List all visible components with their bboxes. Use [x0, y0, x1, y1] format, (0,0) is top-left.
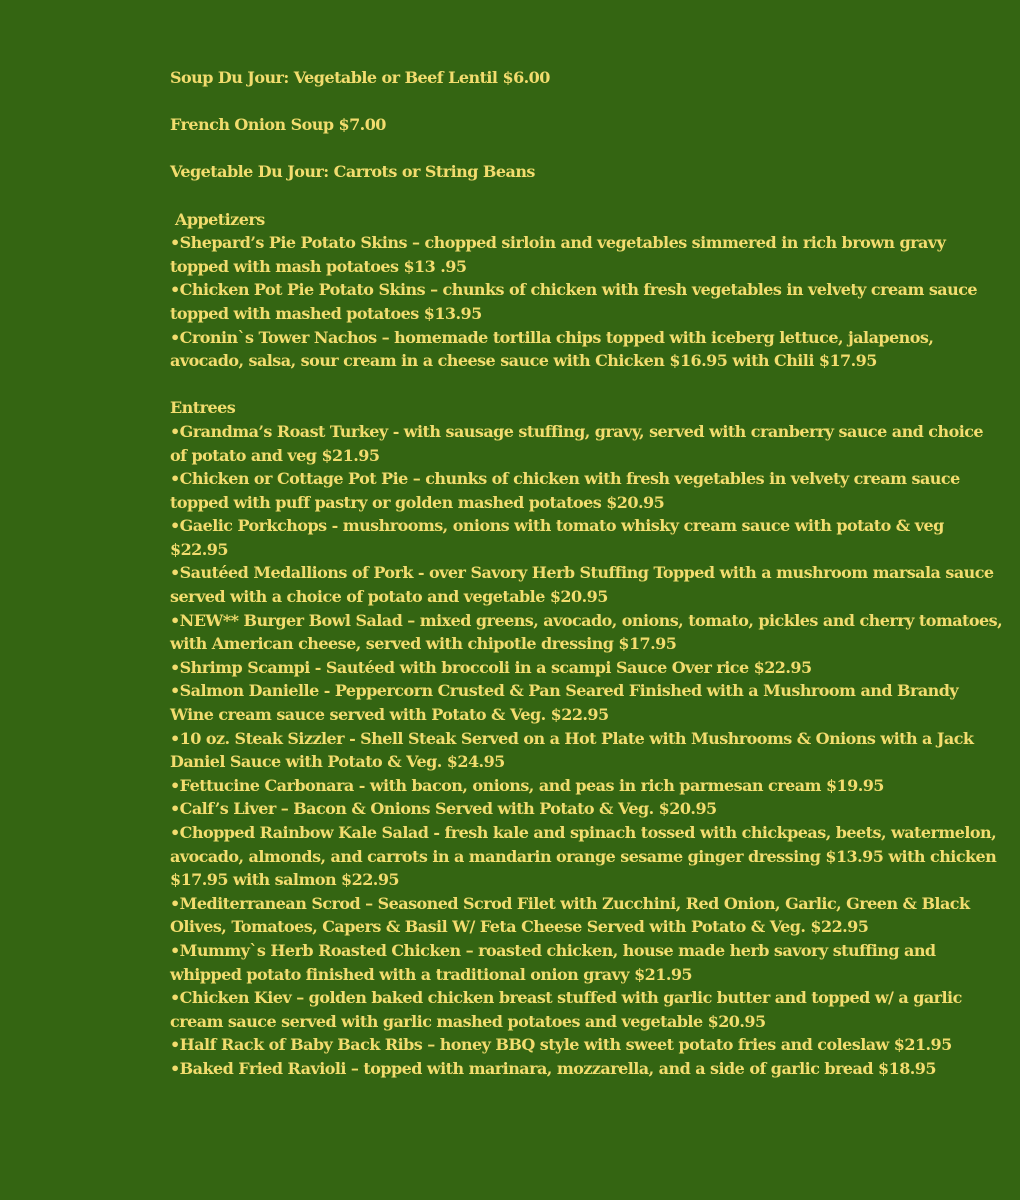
- item-text: •Shrimp Scampi - Sautéed with broccoli in a scampi Sauce Over rice $22.95: [170, 657, 812, 677]
- item-text: topped with mashed potatoes $13.95: [170, 303, 482, 323]
- entree-item: [170, 467, 960, 514]
- entree-item: [170, 986, 960, 1033]
- item-text: •Baked Fried Ravioli – topped with marinara, mozzarella, and a side of garlic bread $18.95: [170, 1058, 936, 1078]
- entree-item: [170, 1057, 960, 1081]
- entree-item: [170, 727, 974, 774]
- item-text: •Half Rack of Baby Back Ribs – honey BBQ style with sweet potato fries and coleslaw $21.95: [170, 1035, 952, 1055]
- spacer: [170, 137, 960, 161]
- item-text: topped with puff pastry or golden mashed potatoes $20.95: [170, 492, 665, 512]
- entree-item: [170, 892, 970, 939]
- item-text: •Grandma’s Roast Turkey - with sausage stuffing, gravy, served with cranberry sauce and choice: [170, 421, 984, 441]
- item-text: •Sautéed Medallions of Pork - over Savory Herb Stuffing Topped with a mushroom marsala sauce: [170, 563, 994, 583]
- entree-item: [170, 1033, 960, 1057]
- item-text: Olives, Tomatoes, Capers & Basil W/ Feta Cheese Served with Potato & Veg. $22.95: [170, 917, 869, 937]
- entree-item: [170, 939, 960, 986]
- entree-item: [170, 774, 960, 798]
- item-text: •Cronin`s Tower Nachos – homemade tortilla chips topped with iceberg lettuce, jalapenos,: [170, 327, 934, 347]
- menu-document: [170, 66, 1003, 1081]
- appetizer-item: [170, 326, 960, 373]
- entree-item: [170, 609, 1003, 656]
- spacer: [170, 373, 960, 397]
- item-text: topped with mash potatoes $13 .95: [170, 256, 467, 276]
- item-text: •Chicken or Cottage Pot Pie – chunks of chicken with fresh vegetables in velvety cream sauce: [170, 469, 960, 489]
- appetizer-item: [170, 278, 978, 325]
- item-text: •Mummy`s Herb Roasted Chicken – roasted chicken, house made herb savory stuffing and: [170, 940, 936, 960]
- item-text: served with a choice of potato and vegetable $20.95: [170, 587, 608, 607]
- entrees-list: [170, 420, 1003, 1081]
- entree-item: [170, 797, 960, 821]
- entrees-heading: Entrees: [170, 398, 236, 418]
- entree-item: [170, 514, 960, 561]
- item-text: Daniel Sauce with Potato & Veg. $24.95: [170, 752, 505, 772]
- item-text: •Salmon Danielle - Peppercorn Crusted & Pan Seared Finished with a Mushroom and Brandy: [170, 681, 959, 701]
- appetizers-list: [170, 231, 978, 373]
- entree-item: [170, 679, 960, 726]
- item-text: cream sauce served with garlic mashed potatoes and vegetable $20.95: [170, 1011, 766, 1031]
- item-text: •Calf’s Liver – Bacon & Onions Served with Potato & Veg. $20.95: [170, 799, 717, 819]
- item-text: avocado, almonds, and carrots in a mandarin orange sesame ginger dressing $13.95 with chicken: [170, 846, 997, 866]
- appetizer-item: [170, 231, 960, 278]
- spacer: [170, 90, 960, 114]
- spacer: [170, 184, 960, 208]
- item-text: •10 oz. Steak Sizzler - Shell Steak Served on a Hot Plate with Mushrooms & Onions with a Jack: [170, 728, 974, 748]
- item-text: •Chopped Rainbow Kale Salad - fresh kale and spinach tossed with chickpeas, beets, watermelon,: [170, 823, 997, 842]
- item-text: whipped potato finished with a traditional onion gravy $21.95: [170, 964, 693, 984]
- soup-du-jour: Soup Du Jour: Vegetable or Beef Lentil $6.00: [170, 68, 550, 87]
- item-text: •Mediterranean Scrod – Seasoned Scrod Filet with Zucchini, Red Onion, Garlic, Green & Black: [170, 893, 970, 913]
- item-text: •Chicken Kiev – golden baked chicken breast stuffed with garlic butter and topped w/ a garlic: [170, 988, 962, 1008]
- entree-item: [170, 561, 994, 608]
- item-text: $17.95 with salmon $22.95: [170, 870, 399, 890]
- item-text: •Shepard’s Pie Potato Skins – chopped sirloin and vegetables simmered in rich brown gravy: [170, 233, 946, 253]
- item-text: with American cheese, served with chipotle dressing $17.95: [170, 634, 677, 654]
- item-text: of potato and veg $21.95: [170, 445, 380, 465]
- entree-item: [170, 420, 984, 467]
- item-text: •NEW** Burger Bowl Salad – mixed greens, avocado, onions, tomato, pickles and cherry tomatoes,: [170, 610, 1003, 630]
- entree-item: [170, 821, 997, 892]
- entree-item: [170, 656, 960, 680]
- item-text: $22.95: [170, 539, 228, 559]
- item-text: avocado, salsa, sour cream in a cheese sauce with Chicken $16.95 with Chili $17.95: [170, 351, 877, 371]
- item-text: •Gaelic Porkchops - mushrooms, onions with tomato whisky cream sauce with potato & veg: [170, 516, 944, 536]
- item-text: Wine cream sauce served with Potato & Veg. $22.95: [170, 705, 609, 725]
- item-text: •Chicken Pot Pie Potato Skins – chunks of chicken with fresh vegetables in velvety cream sauce: [170, 280, 978, 300]
- item-text: •Fettucine Carbonara - with bacon, onions, and peas in rich parmesan cream $19.95: [170, 775, 884, 795]
- vegetable-du-jour: Vegetable Du Jour: Carrots or String Beans: [170, 162, 535, 182]
- appetizers-heading: Appetizers: [170, 209, 265, 229]
- french-onion-soup: French Onion Soup $7.00: [170, 115, 386, 135]
